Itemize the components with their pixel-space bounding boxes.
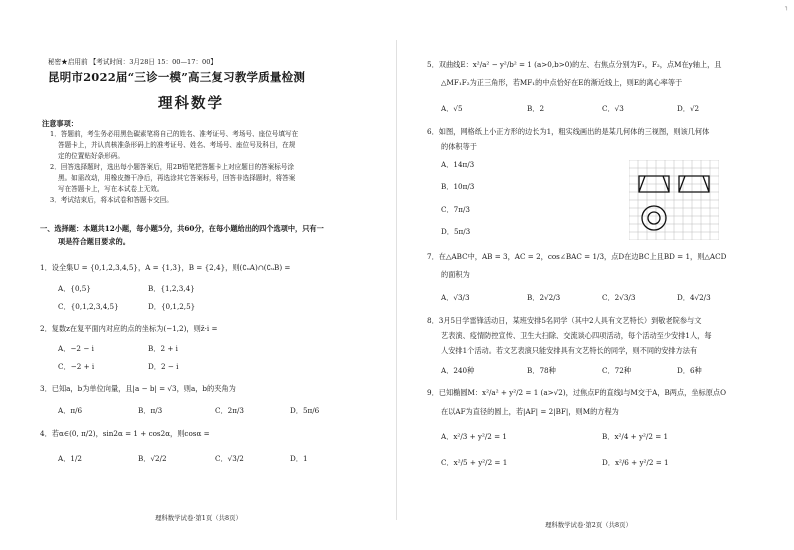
question-2-option-b: B．2 + i [148,344,178,353]
question-2-option-c: C．−2 + i [58,362,95,371]
question-7-option-b: B．2√2/3 [527,293,561,302]
notice-heading: 注意事项： [42,119,78,128]
question-8-stem: 人安排1个活动。若文艺表演只能安排具有文艺特长的同学，则不同的安排方法有 [441,346,698,355]
question-4-option-d: D．1 [290,454,308,463]
question-1-option-d: D．{0,1,2,5} [148,302,196,311]
exam-title: 昆明市2022届“三诊一模”高三复习教学质量检测 [48,70,306,84]
question-4-option-a: A．1/2 [58,454,82,463]
question-9-option-a: A．x²/3 + y²/2 = 1 [441,432,508,441]
notice-line: 答题卡上，并认真核准条形码上的准考证号、姓名、考场号、座位号及科目，在规 [58,141,296,149]
top-view-inner-circle [648,212,660,224]
question-6-option-c: C．7π/3 [441,205,470,214]
question-9-option-d: D．x²/6 + y²/2 = 1 [602,458,669,467]
scan-mark-icon: ┐ [785,4,789,11]
question-8-option-a: A．240种 [441,366,475,375]
confidential-header: 秘密★启用前 【考试时间：3月28日 15：00—17：00】 [48,58,218,66]
question-3-option-d: D．5π/6 [290,406,320,415]
question-6-option-a: A．14π/3 [441,160,475,169]
question-4-option-b: B．√2/2 [138,454,167,463]
question-1-stem: 1．设全集U = {0,1,2,3,4,5}，A = {1,3}，B = {2,4}，则(∁ᵤA)∩(∁ᵤB) = [40,263,291,272]
notice-line: 2．回答选择题时，选出每小题答案后，用2B铅笔把答题卡上对应题目的答案标号涂 [50,163,295,171]
question-6-stem: 6．如图，网格纸上小正方形的边长为1，粗实线画出的是某几何体的三视图，则该几何体 [427,127,710,136]
question-2-stem: 2．复数z在复平面内对应的点的坐标为(−1,2)，则z̄·i = [40,324,218,333]
question-2-option-a: A．−2 − i [58,344,94,353]
section-heading: 项是符合题目要求的。 [58,237,130,246]
question-7-stem: 7．在△ABC中，AB = 3，AC = 2，cos∠BAC = 1/3，点D在边BC上且BD = 1，则△ACD [427,252,727,261]
question-7-option-a: A．√3/3 [441,293,470,302]
question-7-stem: 的面积为 [441,270,470,279]
question-4-option-c: C．√3/2 [215,454,244,463]
question-4-stem: 4．若α∈(0, π/2)，sin2α = 1 + cos2α，则cosα = [40,429,210,438]
question-9-option-b: B．x²/4 + y²/2 = 1 [602,432,669,441]
question-8-option-b: B．78种 [527,366,556,375]
section-heading: 一、选择题：本题共12小题，每小题5分，共60分，在每小题给出的四个选项中，只有一 [40,224,324,233]
question-7-option-c: C．2√3/3 [602,293,636,302]
question-1-option-a: A．{0,5} [58,284,91,293]
question-9-option-c: C．x²/5 + y²/2 = 1 [441,458,508,467]
question-5-option-c: C．√3 [602,104,624,113]
notice-line: 黑。如需改动，用橡皮擦干净后，再选涂其它答案标号，回答非选择题时，将答案 [58,174,296,182]
question-7-option-d: D．4√2/3 [677,293,711,302]
notice-line: 定的位置贴好条形码。 [58,152,124,160]
notice-line: 写在答题卡上，写在本试卷上无效。 [58,185,164,193]
question-1-option-c: C．{0,1,2,3,4,5} [58,302,119,311]
page-footer: 理科数学试卷·第2页（共8页） [545,521,632,529]
three-view-diagram [629,160,719,240]
question-3-option-a: A．π/6 [58,406,83,415]
page-footer: 理科数学试卷·第1页（共8页） [155,514,242,522]
question-8-stem: 艺表演、疫情防控宣传、卫生大扫除、交流谈心四项活动，每个活动至少安排1人，每 [441,331,712,340]
question-3-option-b: B．π/3 [138,406,163,415]
question-5-option-d: D．√2 [677,104,700,113]
question-2-option-d: D．2 − i [148,362,179,371]
question-8-option-c: C．72种 [602,366,632,375]
question-5-stem: △MF₁F₂为正三角形，若MF₁的中点恰好在E的渐近线上，则E的离心率等于 [441,78,683,87]
question-5-option-a: A．√5 [441,104,463,113]
question-5-stem: 5．双曲线E：x²/a² − y²/b² = 1 (a>0,b>0)的左、右焦点分别为F₁，F₂，点M在y轴上，且 [427,60,722,69]
question-6-option-d: D．5π/3 [441,227,471,236]
question-9-stem: 9．已知椭圆M：x²/a² + y²/2 = 1 (a>√2)，过焦点F的直线l与M交于A，B两点，坐标原点O [427,388,727,397]
question-8-stem: 8．3月5日学雷锋活动日，某班安排5名同学（其中2人具有文艺特长）到敬老院参与文 [427,316,702,325]
grid-lines [629,160,719,240]
notice-line: 3．考试结束后，将本试卷和答题卡交回。 [50,196,173,204]
question-8-option-d: D．6种 [677,366,702,375]
question-3-stem: 3．已知a，b为单位向量，且|a − b| = √3，则a，b的夹角为 [40,384,236,393]
notice-line: 1．答题前，考生务必用黑色碳素笔将自己的姓名、准考证号、考场号、座位号填写在 [50,130,299,138]
subject-title: 理科数学 [158,95,224,112]
question-6-stem: 的体积等于 [441,142,477,151]
top-view-outer-circle [642,206,666,230]
question-6-option-b: B．10π/3 [441,182,475,191]
question-5-option-b: B．2 [527,104,545,113]
exam-page-2 [397,0,794,550]
question-1-option-b: B．{1,2,3,4} [148,284,195,293]
question-9-stem: 在以AF为直径的圆上，若|AF| = 2|BF|，则M的方程为 [441,407,619,416]
question-3-option-c: C．2π/3 [215,406,244,415]
